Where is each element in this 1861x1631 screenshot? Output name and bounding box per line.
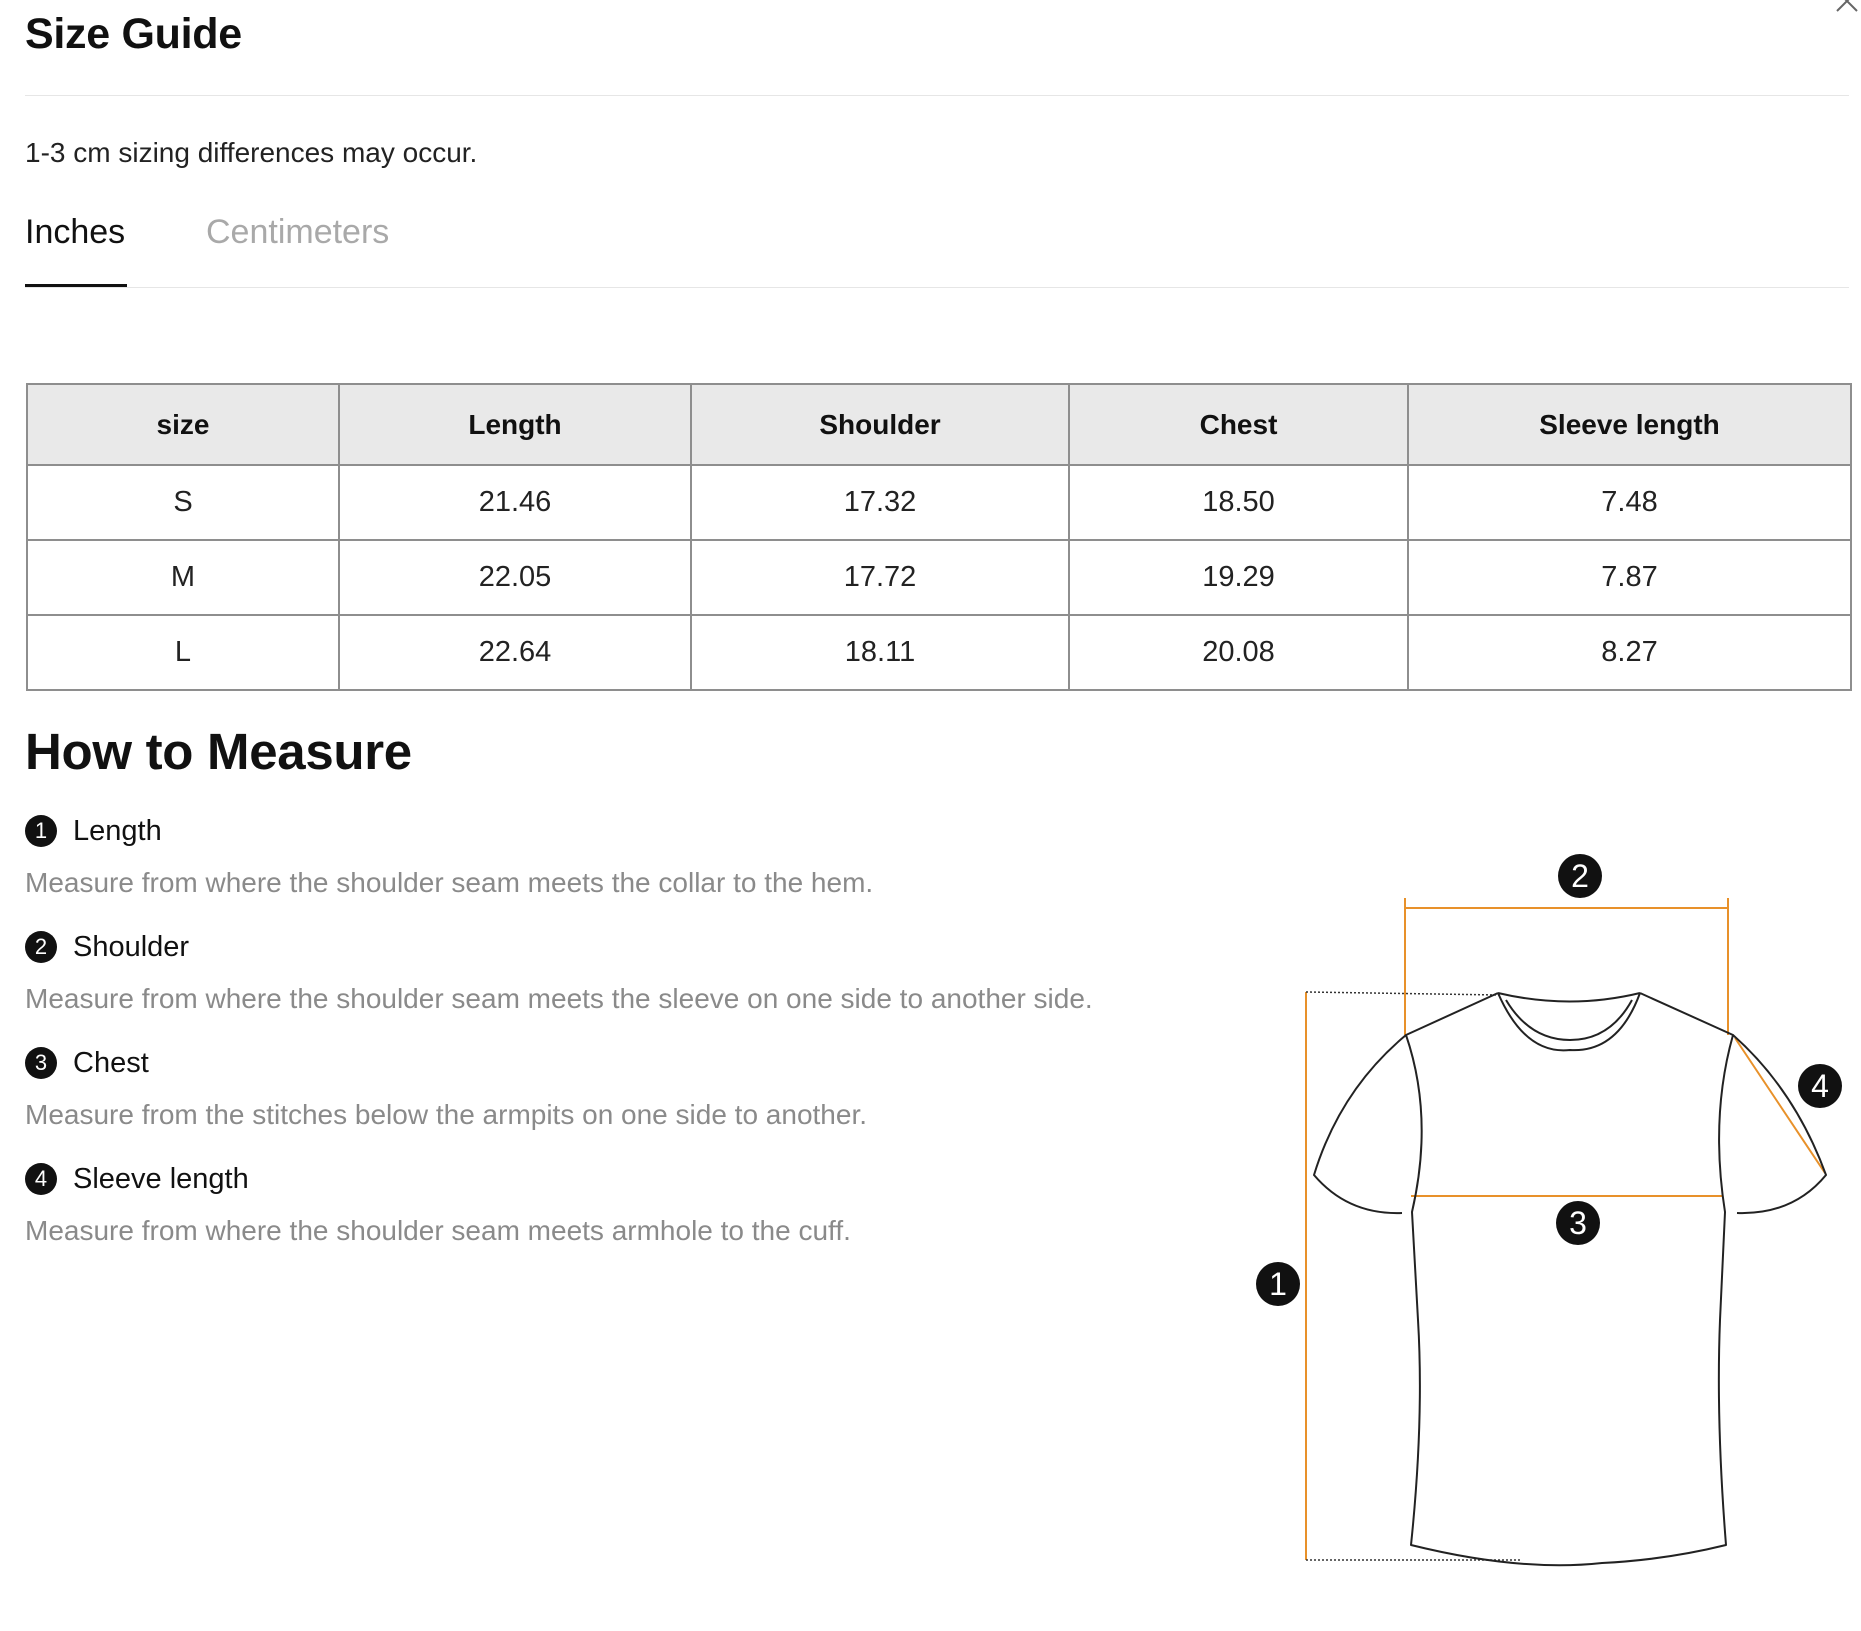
table-cell: 20.08 bbox=[1069, 615, 1408, 690]
table-cell: 7.48 bbox=[1408, 465, 1851, 540]
tshirt-outline bbox=[1314, 993, 1826, 1565]
column-header-length: Length bbox=[339, 384, 691, 465]
table-cell: 21.46 bbox=[339, 465, 691, 540]
number-4-badge: 4 bbox=[25, 1163, 57, 1195]
tshirt-measurement-diagram bbox=[1240, 840, 1860, 1580]
measure-item-sleeve-length bbox=[25, 1159, 1175, 1247]
svg-text:1: 1 bbox=[1269, 1266, 1287, 1302]
measure-label: Length bbox=[73, 814, 162, 847]
tabs-divider bbox=[25, 287, 1849, 288]
measure-label: Chest bbox=[73, 1046, 149, 1079]
size-table bbox=[26, 383, 1852, 691]
sizing-note: 1-3 cm sizing differences may occur. bbox=[25, 137, 478, 168]
table-cell: 18.11 bbox=[691, 615, 1069, 690]
measure-description: Measure from where the shoulder seam meets the collar to the hem. bbox=[25, 867, 874, 898]
measure-item-chest bbox=[25, 1043, 1175, 1131]
svg-text:2: 2 bbox=[1571, 858, 1589, 894]
table-cell: L bbox=[27, 615, 339, 690]
column-header-sleeve-length: Sleeve length bbox=[1408, 384, 1851, 465]
table-cell: 19.29 bbox=[1069, 540, 1408, 615]
svg-text:4: 4 bbox=[1811, 1068, 1829, 1104]
table-row bbox=[27, 465, 1851, 540]
table-cell: 17.32 bbox=[691, 465, 1069, 540]
page-title: Size Guide bbox=[25, 10, 242, 58]
table-row bbox=[27, 615, 1851, 690]
how-to-measure-title: How to Measure bbox=[25, 723, 412, 780]
number-2-badge: 2 bbox=[25, 931, 57, 963]
marker-2 bbox=[1558, 854, 1602, 898]
table-cell: S bbox=[27, 465, 339, 540]
number-1-badge: 1 bbox=[25, 815, 57, 847]
table-cell: 7.87 bbox=[1408, 540, 1851, 615]
measure-description: Measure from where the shoulder seam meets armhole to the cuff. bbox=[25, 1215, 851, 1246]
measure-label: Shoulder bbox=[73, 930, 190, 963]
measure-description: Measure from the stitches below the armpits on one side to another. bbox=[25, 1099, 868, 1130]
table-row bbox=[27, 540, 1851, 615]
close-icon[interactable] bbox=[1832, 0, 1861, 16]
marker-4 bbox=[1798, 1064, 1842, 1108]
column-header-size: size bbox=[27, 384, 339, 465]
svg-text:3: 3 bbox=[1569, 1205, 1587, 1241]
table-cell: 22.64 bbox=[339, 615, 691, 690]
table-cell: 8.27 bbox=[1408, 615, 1851, 690]
number-3-badge: 3 bbox=[25, 1047, 57, 1079]
column-header-shoulder: Shoulder bbox=[691, 384, 1069, 465]
table-header-row bbox=[27, 384, 1851, 465]
table-cell: 18.50 bbox=[1069, 465, 1408, 540]
marker-3 bbox=[1556, 1201, 1600, 1245]
column-header-chest: Chest bbox=[1069, 384, 1408, 465]
table-cell: 17.72 bbox=[691, 540, 1069, 615]
marker-1 bbox=[1256, 1262, 1300, 1306]
measure-item-shoulder bbox=[25, 927, 1175, 1015]
measure-label: Sleeve length bbox=[73, 1162, 249, 1195]
tab-centimeters[interactable]: Centimeters bbox=[206, 213, 390, 251]
table-cell: M bbox=[27, 540, 339, 615]
tab-inches[interactable]: Inches bbox=[25, 213, 126, 251]
measure-item-length bbox=[25, 811, 1175, 899]
measure-description: Measure from where the shoulder seam meets the sleeve on one side to another side. bbox=[25, 983, 1093, 1014]
table-cell: 22.05 bbox=[339, 540, 691, 615]
header-divider bbox=[25, 95, 1849, 96]
